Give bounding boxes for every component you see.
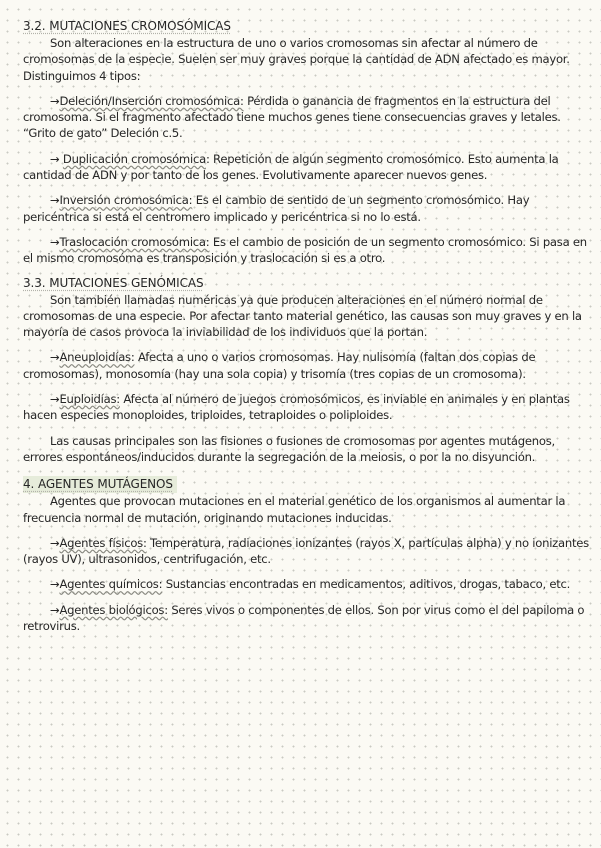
term-agentes-quimicos: Agentes químicos: bbox=[59, 577, 163, 592]
arrow-icon: → bbox=[50, 151, 63, 166]
term-euploidias: Euploidías: bbox=[59, 392, 120, 407]
section-4-intro: Agentes que provocan mutaciones en el material genético de los organismos al aumentar la frecuencia normal de mutación, originando mutaciones inducidas. bbox=[23, 494, 566, 525]
arrow-icon: → bbox=[50, 93, 60, 108]
term-aneuploidias: Aneuploidías: bbox=[59, 350, 135, 365]
section-3-3-intro: Son también llamadas numéricas ya que producen alteraciones en el número normal de cromosomas de una especie. Por afectar tanto material genético, las causas son muy graves y en la mayoría de casos provoca la inviabilidad de los individuos que la portan. bbox=[23, 292, 582, 340]
definition-delecion: Pérdida o ganancia de fragmentos en la estructura del cromosoma. Si el fragmento afectado tiene muchos genes tiene consecuencias graves y letales. “Grito de gato” Deleción c.5. bbox=[23, 93, 561, 141]
section-heading-3-3: 3.3. MUTACIONES GENÓMICAS bbox=[23, 275, 204, 290]
list-item-delecion bbox=[23, 93, 589, 142]
definition-inversion: Es el cambio de sentido de un segmento cromosómico. Hay pericéntrica si está el centromero implicado y pericéntrica si no lo está. bbox=[23, 193, 530, 224]
arrow-icon: → bbox=[50, 602, 60, 617]
definition-traslocacion: Es el cambio de posición de un segmento cromosómico. Si pasa en el mismo cromosóma es transposición y traslocación si es a otro. bbox=[23, 234, 587, 266]
definition-duplicacion: : Repetición de algún segmento cromosómico. Esto aumenta la cantidad de ADN y por tanto de los genes. Evolutivamente aparecer nuevos genes. bbox=[23, 151, 559, 183]
arrow-icon: → bbox=[50, 392, 60, 407]
section-3-3-causes: Las causas principales son las fisiones o fusiones de cromosomas por agentes mutágenos, errores espontáneos/inducidos durante la segregación de la meiosis, o por la no disyunción. bbox=[23, 433, 555, 464]
section-heading-3-2: 3.2. MUTACIONES CROMOSÓMICAS bbox=[23, 19, 231, 33]
term-agentes-biologicos: Agentes biológicos: bbox=[59, 602, 168, 617]
definition-agentes-biologicos: Seres vivos o componentes de ellos. Son por virus como el del papiloma o retrovirus. bbox=[23, 602, 585, 634]
arrow-icon: → bbox=[50, 535, 60, 550]
list-item-agentes-biologicos bbox=[23, 602, 589, 635]
term-duplicacion: Duplicación cromosómica bbox=[62, 151, 206, 166]
list-item-duplicacion bbox=[23, 151, 589, 184]
term-traslocacion: Traslocación cromosómica: bbox=[59, 234, 210, 249]
definition-agentes-fisicos: Temperatura, radiaciones ionizantes (rayos X, partículas alpha) y no ionizantes (rayos UV), ultrasonidos, centrifugación, etc. bbox=[23, 535, 589, 567]
arrow-icon: → bbox=[50, 350, 60, 365]
definition-euploidias: Afecta al número de juegos cromosómicos, es inviable en animales y en plantas hacen especies monoploides, triploides, tetraploides o poliploides. bbox=[23, 392, 570, 423]
definition-agentes-quimicos: Sustancias encontradas en medicamentos, aditivos, drogas, tabaco, etc. bbox=[162, 577, 571, 592]
term-delecion-insercion: Deleción/Inserción cromosómica: bbox=[59, 93, 244, 108]
list-item-traslocacion bbox=[23, 234, 589, 267]
list-item-inversion bbox=[23, 192, 589, 225]
section-3-2-intro: Son alteraciones en la estructura de uno o varios cromosomas sin afectar al número de cromosomas de la especie. Suelen ser muy graves porque la cantidad de ADN afectado es mayor. Distinguimos 4 tipos: bbox=[23, 36, 570, 83]
definition-aneuploidias: Afecta a uno o varios cromosomas. Hay nulisomía (faltan dos copias de cromosomas), monosomía (hay una sola copia) y trisomía (tres copias de un cromosoma). bbox=[23, 350, 536, 381]
list-item-euploidias bbox=[23, 391, 589, 424]
arrow-icon: → bbox=[50, 234, 60, 249]
list-item-agentes-quimicos bbox=[23, 576, 589, 592]
list-item-agentes-fisicos bbox=[23, 535, 589, 568]
arrow-icon: → bbox=[50, 193, 60, 208]
term-inversion: Inversión cromosómica: bbox=[59, 193, 193, 208]
term-agentes-fisicos: Agentes físicos: bbox=[59, 535, 147, 550]
section-heading-4: 4. AGENTES MUTÁGENOS bbox=[23, 476, 177, 493]
list-item-aneuploidias bbox=[23, 349, 589, 382]
document-page bbox=[23, 18, 589, 634]
arrow-icon: → bbox=[50, 577, 60, 592]
